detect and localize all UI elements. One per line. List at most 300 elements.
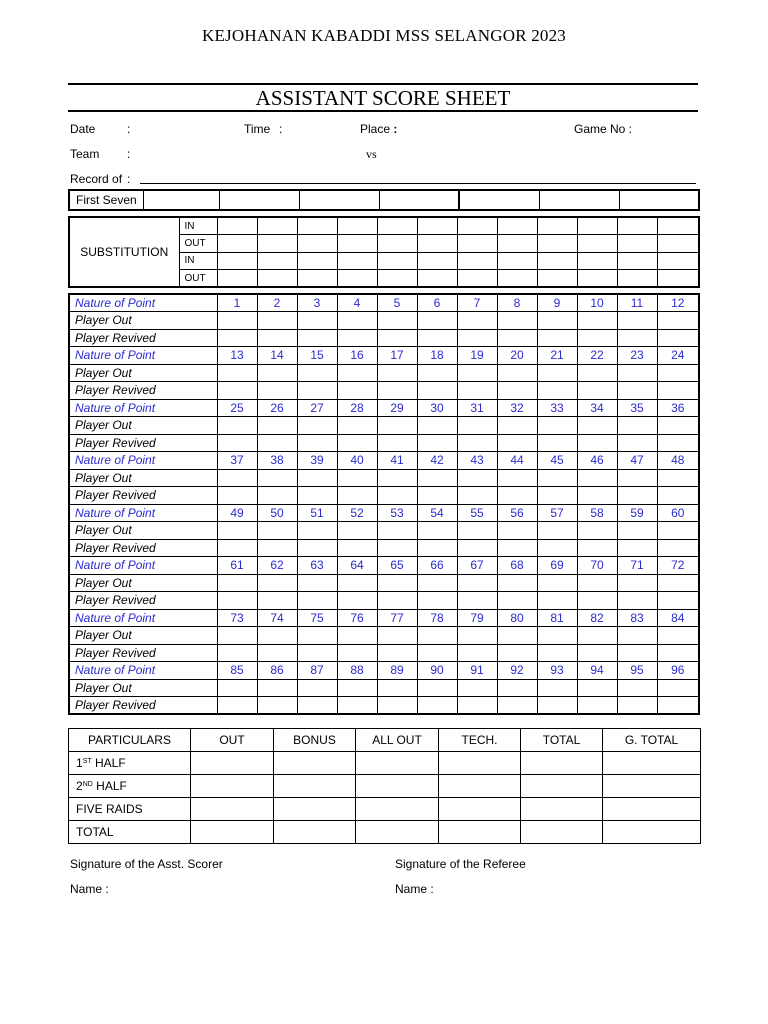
point-number[interactable]: 78 <box>417 609 457 627</box>
substitution-cell[interactable] <box>217 270 257 288</box>
summary-cell[interactable] <box>521 775 603 798</box>
substitution-cell[interactable] <box>497 217 537 235</box>
point-number[interactable]: 96 <box>657 662 699 680</box>
point-number[interactable]: 16 <box>337 347 377 365</box>
substitution-cell[interactable] <box>497 270 537 288</box>
player-out-cell[interactable] <box>337 364 377 382</box>
player-revived-cell[interactable] <box>377 382 417 400</box>
player-revived-cell[interactable] <box>537 329 577 347</box>
player-revived-cell[interactable] <box>257 382 297 400</box>
player-revived-cell[interactable] <box>457 434 497 452</box>
player-revived-cell[interactable] <box>617 382 657 400</box>
point-number[interactable]: 22 <box>577 347 617 365</box>
point-number[interactable]: 70 <box>577 557 617 575</box>
player-out-cell[interactable] <box>497 312 537 330</box>
player-revived-cell[interactable] <box>577 539 617 557</box>
point-number[interactable]: 55 <box>457 504 497 522</box>
first-seven-cell[interactable] <box>539 190 619 210</box>
player-out-cell[interactable] <box>337 627 377 645</box>
player-out-cell[interactable] <box>377 679 417 697</box>
point-number[interactable]: 41 <box>377 452 417 470</box>
substitution-cell[interactable] <box>497 235 537 253</box>
player-out-cell[interactable] <box>377 417 417 435</box>
point-number[interactable]: 49 <box>217 504 257 522</box>
point-number[interactable]: 81 <box>537 609 577 627</box>
player-out-cell[interactable] <box>377 312 417 330</box>
player-revived-cell[interactable] <box>657 539 699 557</box>
substitution-cell[interactable] <box>537 252 577 270</box>
player-revived-cell[interactable] <box>297 697 337 715</box>
substitution-cell[interactable] <box>297 217 337 235</box>
player-out-cell[interactable] <box>497 417 537 435</box>
point-number[interactable]: 20 <box>497 347 537 365</box>
substitution-cell[interactable] <box>457 235 497 253</box>
player-revived-cell[interactable] <box>657 382 699 400</box>
point-number[interactable]: 72 <box>657 557 699 575</box>
point-number[interactable]: 74 <box>257 609 297 627</box>
player-revived-cell[interactable] <box>257 592 297 610</box>
player-out-cell[interactable] <box>377 522 417 540</box>
point-number[interactable]: 14 <box>257 347 297 365</box>
substitution-cell[interactable] <box>457 270 497 288</box>
player-revived-cell[interactable] <box>577 697 617 715</box>
player-revived-cell[interactable] <box>337 644 377 662</box>
player-out-cell[interactable] <box>577 574 617 592</box>
player-out-cell[interactable] <box>337 417 377 435</box>
point-number[interactable]: 17 <box>377 347 417 365</box>
player-out-cell[interactable] <box>217 364 257 382</box>
point-number[interactable]: 6 <box>417 294 457 312</box>
player-out-cell[interactable] <box>617 522 657 540</box>
point-number[interactable]: 1 <box>217 294 257 312</box>
point-number[interactable]: 82 <box>577 609 617 627</box>
player-out-cell[interactable] <box>257 522 297 540</box>
player-out-cell[interactable] <box>497 364 537 382</box>
player-out-cell[interactable] <box>457 522 497 540</box>
substitution-cell[interactable] <box>297 252 337 270</box>
player-revived-cell[interactable] <box>337 382 377 400</box>
player-revived-cell[interactable] <box>337 434 377 452</box>
player-out-cell[interactable] <box>457 469 497 487</box>
substitution-cell[interactable] <box>297 270 337 288</box>
substitution-cell[interactable] <box>337 217 377 235</box>
player-revived-cell[interactable] <box>297 434 337 452</box>
point-number[interactable]: 45 <box>537 452 577 470</box>
point-number[interactable]: 5 <box>377 294 417 312</box>
substitution-cell[interactable] <box>537 217 577 235</box>
player-revived-cell[interactable] <box>577 644 617 662</box>
point-number[interactable]: 69 <box>537 557 577 575</box>
point-number[interactable]: 80 <box>497 609 537 627</box>
player-out-cell[interactable] <box>337 522 377 540</box>
player-revived-cell[interactable] <box>297 329 337 347</box>
player-revived-cell[interactable] <box>537 382 577 400</box>
player-out-cell[interactable] <box>537 312 577 330</box>
point-number[interactable]: 10 <box>577 294 617 312</box>
point-number[interactable]: 25 <box>217 399 257 417</box>
player-out-cell[interactable] <box>537 679 577 697</box>
player-out-cell[interactable] <box>257 679 297 697</box>
point-number[interactable]: 40 <box>337 452 377 470</box>
player-revived-cell[interactable] <box>297 644 337 662</box>
player-revived-cell[interactable] <box>417 434 457 452</box>
player-revived-cell[interactable] <box>497 434 537 452</box>
summary-cell[interactable] <box>521 752 603 775</box>
player-out-cell[interactable] <box>417 522 457 540</box>
point-number[interactable]: 47 <box>617 452 657 470</box>
point-number[interactable]: 93 <box>537 662 577 680</box>
player-out-cell[interactable] <box>457 574 497 592</box>
player-out-cell[interactable] <box>657 469 699 487</box>
player-revived-cell[interactable] <box>217 487 257 505</box>
substitution-cell[interactable] <box>297 235 337 253</box>
player-revived-cell[interactable] <box>617 539 657 557</box>
player-out-cell[interactable] <box>217 627 257 645</box>
player-out-cell[interactable] <box>537 364 577 382</box>
point-number[interactable]: 62 <box>257 557 297 575</box>
point-number[interactable]: 46 <box>577 452 617 470</box>
player-revived-cell[interactable] <box>377 539 417 557</box>
player-out-cell[interactable] <box>257 312 297 330</box>
player-out-cell[interactable] <box>457 312 497 330</box>
player-out-cell[interactable] <box>537 522 577 540</box>
player-revived-cell[interactable] <box>537 434 577 452</box>
player-revived-cell[interactable] <box>417 329 457 347</box>
player-out-cell[interactable] <box>417 469 457 487</box>
point-number[interactable]: 23 <box>617 347 657 365</box>
point-number[interactable]: 48 <box>657 452 699 470</box>
point-number[interactable]: 92 <box>497 662 537 680</box>
player-revived-cell[interactable] <box>337 329 377 347</box>
point-number[interactable]: 86 <box>257 662 297 680</box>
substitution-cell[interactable] <box>617 235 657 253</box>
player-revived-cell[interactable] <box>377 644 417 662</box>
first-seven-cell[interactable] <box>299 190 379 210</box>
substitution-cell[interactable] <box>657 235 699 253</box>
substitution-cell[interactable] <box>577 270 617 288</box>
substitution-cell[interactable] <box>257 270 297 288</box>
point-number[interactable]: 11 <box>617 294 657 312</box>
point-number[interactable]: 15 <box>297 347 337 365</box>
player-out-cell[interactable] <box>657 679 699 697</box>
summary-cell[interactable] <box>191 821 274 844</box>
point-number[interactable]: 95 <box>617 662 657 680</box>
player-revived-cell[interactable] <box>217 434 257 452</box>
player-out-cell[interactable] <box>577 364 617 382</box>
point-number[interactable]: 84 <box>657 609 699 627</box>
point-number[interactable]: 18 <box>417 347 457 365</box>
first-seven-cell[interactable] <box>459 190 539 210</box>
point-number[interactable]: 77 <box>377 609 417 627</box>
player-revived-cell[interactable] <box>657 434 699 452</box>
substitution-cell[interactable] <box>457 252 497 270</box>
player-revived-cell[interactable] <box>457 329 497 347</box>
point-number[interactable]: 61 <box>217 557 257 575</box>
player-revived-cell[interactable] <box>657 592 699 610</box>
point-number[interactable]: 27 <box>297 399 337 417</box>
substitution-cell[interactable] <box>657 217 699 235</box>
player-revived-cell[interactable] <box>457 382 497 400</box>
point-number[interactable]: 24 <box>657 347 699 365</box>
point-number[interactable]: 28 <box>337 399 377 417</box>
player-out-cell[interactable] <box>617 679 657 697</box>
point-number[interactable]: 2 <box>257 294 297 312</box>
player-out-cell[interactable] <box>537 574 577 592</box>
player-revived-cell[interactable] <box>577 487 617 505</box>
player-out-cell[interactable] <box>337 679 377 697</box>
player-out-cell[interactable] <box>337 574 377 592</box>
player-out-cell[interactable] <box>377 627 417 645</box>
player-revived-cell[interactable] <box>217 382 257 400</box>
point-number[interactable]: 39 <box>297 452 337 470</box>
player-revived-cell[interactable] <box>337 697 377 715</box>
point-number[interactable]: 54 <box>417 504 457 522</box>
player-out-cell[interactable] <box>257 469 297 487</box>
player-out-cell[interactable] <box>457 627 497 645</box>
player-revived-cell[interactable] <box>297 487 337 505</box>
point-number[interactable]: 60 <box>657 504 699 522</box>
player-out-cell[interactable] <box>497 574 537 592</box>
player-out-cell[interactable] <box>617 364 657 382</box>
player-revived-cell[interactable] <box>377 592 417 610</box>
player-revived-cell[interactable] <box>537 592 577 610</box>
player-revived-cell[interactable] <box>657 697 699 715</box>
player-out-cell[interactable] <box>297 522 337 540</box>
player-out-cell[interactable] <box>497 679 537 697</box>
player-out-cell[interactable] <box>497 522 537 540</box>
point-number[interactable]: 65 <box>377 557 417 575</box>
first-seven-cell[interactable] <box>619 190 699 210</box>
point-number[interactable]: 59 <box>617 504 657 522</box>
substitution-cell[interactable] <box>417 270 457 288</box>
substitution-cell[interactable] <box>417 235 457 253</box>
player-out-cell[interactable] <box>617 312 657 330</box>
player-revived-cell[interactable] <box>217 697 257 715</box>
summary-cell[interactable] <box>191 752 274 775</box>
player-out-cell[interactable] <box>497 627 537 645</box>
player-revived-cell[interactable] <box>577 434 617 452</box>
summary-cell[interactable] <box>439 752 521 775</box>
player-revived-cell[interactable] <box>417 382 457 400</box>
player-out-cell[interactable] <box>577 469 617 487</box>
player-revived-cell[interactable] <box>377 697 417 715</box>
summary-cell[interactable] <box>274 775 356 798</box>
point-number[interactable]: 30 <box>417 399 457 417</box>
player-revived-cell[interactable] <box>217 644 257 662</box>
player-revived-cell[interactable] <box>497 644 537 662</box>
player-out-cell[interactable] <box>577 312 617 330</box>
substitution-cell[interactable] <box>457 217 497 235</box>
substitution-cell[interactable] <box>657 270 699 288</box>
player-out-cell[interactable] <box>297 574 337 592</box>
player-revived-cell[interactable] <box>217 592 257 610</box>
player-revived-cell[interactable] <box>537 539 577 557</box>
point-number[interactable]: 3 <box>297 294 337 312</box>
player-out-cell[interactable] <box>417 417 457 435</box>
substitution-cell[interactable] <box>377 235 417 253</box>
player-revived-cell[interactable] <box>617 592 657 610</box>
substitution-cell[interactable] <box>577 252 617 270</box>
player-revived-cell[interactable] <box>217 329 257 347</box>
point-number[interactable]: 58 <box>577 504 617 522</box>
player-revived-cell[interactable] <box>657 487 699 505</box>
point-number[interactable]: 12 <box>657 294 699 312</box>
point-number[interactable]: 31 <box>457 399 497 417</box>
substitution-cell[interactable] <box>337 252 377 270</box>
point-number[interactable]: 76 <box>337 609 377 627</box>
player-revived-cell[interactable] <box>537 644 577 662</box>
summary-cell[interactable] <box>356 798 439 821</box>
point-number[interactable]: 7 <box>457 294 497 312</box>
player-out-cell[interactable] <box>377 469 417 487</box>
point-number[interactable]: 63 <box>297 557 337 575</box>
player-revived-cell[interactable] <box>457 592 497 610</box>
summary-cell[interactable] <box>603 752 701 775</box>
substitution-cell[interactable] <box>257 235 297 253</box>
substitution-cell[interactable] <box>417 252 457 270</box>
summary-cell[interactable] <box>356 775 439 798</box>
player-revived-cell[interactable] <box>337 487 377 505</box>
summary-cell[interactable] <box>191 775 274 798</box>
player-out-cell[interactable] <box>577 679 617 697</box>
substitution-cell[interactable] <box>257 252 297 270</box>
player-out-cell[interactable] <box>617 627 657 645</box>
point-number[interactable]: 57 <box>537 504 577 522</box>
player-out-cell[interactable] <box>537 627 577 645</box>
point-number[interactable]: 79 <box>457 609 497 627</box>
point-number[interactable]: 44 <box>497 452 537 470</box>
player-out-cell[interactable] <box>657 364 699 382</box>
point-number[interactable]: 19 <box>457 347 497 365</box>
player-out-cell[interactable] <box>537 469 577 487</box>
player-revived-cell[interactable] <box>617 644 657 662</box>
player-revived-cell[interactable] <box>257 487 297 505</box>
point-number[interactable]: 4 <box>337 294 377 312</box>
player-revived-cell[interactable] <box>297 539 337 557</box>
player-revived-cell[interactable] <box>497 382 537 400</box>
substitution-cell[interactable] <box>577 217 617 235</box>
player-out-cell[interactable] <box>657 312 699 330</box>
point-number[interactable]: 37 <box>217 452 257 470</box>
player-revived-cell[interactable] <box>257 539 297 557</box>
summary-cell[interactable] <box>603 775 701 798</box>
player-revived-cell[interactable] <box>377 434 417 452</box>
substitution-cell[interactable] <box>577 235 617 253</box>
point-number[interactable]: 29 <box>377 399 417 417</box>
player-revived-cell[interactable] <box>497 592 537 610</box>
substitution-cell[interactable] <box>377 270 417 288</box>
substitution-cell[interactable] <box>257 217 297 235</box>
player-out-cell[interactable] <box>417 679 457 697</box>
substitution-cell[interactable] <box>377 217 417 235</box>
point-number[interactable]: 33 <box>537 399 577 417</box>
point-number[interactable]: 51 <box>297 504 337 522</box>
player-revived-cell[interactable] <box>297 592 337 610</box>
player-revived-cell[interactable] <box>497 329 537 347</box>
summary-cell[interactable] <box>356 752 439 775</box>
player-out-cell[interactable] <box>417 574 457 592</box>
point-number[interactable]: 34 <box>577 399 617 417</box>
substitution-cell[interactable] <box>497 252 537 270</box>
player-revived-cell[interactable] <box>617 487 657 505</box>
summary-cell[interactable] <box>603 798 701 821</box>
summary-cell[interactable] <box>521 821 603 844</box>
player-out-cell[interactable] <box>417 627 457 645</box>
player-revived-cell[interactable] <box>617 329 657 347</box>
substitution-cell[interactable] <box>377 252 417 270</box>
summary-cell[interactable] <box>274 752 356 775</box>
player-out-cell[interactable] <box>617 574 657 592</box>
point-number[interactable]: 88 <box>337 662 377 680</box>
point-number[interactable]: 42 <box>417 452 457 470</box>
player-out-cell[interactable] <box>257 417 297 435</box>
point-number[interactable]: 75 <box>297 609 337 627</box>
player-out-cell[interactable] <box>377 364 417 382</box>
player-out-cell[interactable] <box>297 417 337 435</box>
player-out-cell[interactable] <box>377 574 417 592</box>
player-out-cell[interactable] <box>457 417 497 435</box>
player-revived-cell[interactable] <box>257 329 297 347</box>
point-number[interactable]: 53 <box>377 504 417 522</box>
player-out-cell[interactable] <box>217 469 257 487</box>
summary-cell[interactable] <box>439 821 521 844</box>
point-number[interactable]: 43 <box>457 452 497 470</box>
point-number[interactable]: 13 <box>217 347 257 365</box>
player-out-cell[interactable] <box>217 574 257 592</box>
player-revived-cell[interactable] <box>417 539 457 557</box>
summary-cell[interactable] <box>603 821 701 844</box>
player-out-cell[interactable] <box>657 574 699 592</box>
player-revived-cell[interactable] <box>457 697 497 715</box>
player-out-cell[interactable] <box>297 312 337 330</box>
player-out-cell[interactable] <box>417 364 457 382</box>
player-out-cell[interactable] <box>217 522 257 540</box>
player-out-cell[interactable] <box>217 312 257 330</box>
player-revived-cell[interactable] <box>417 644 457 662</box>
player-revived-cell[interactable] <box>417 487 457 505</box>
player-revived-cell[interactable] <box>577 592 617 610</box>
point-number[interactable]: 91 <box>457 662 497 680</box>
summary-cell[interactable] <box>191 798 274 821</box>
player-out-cell[interactable] <box>257 627 297 645</box>
first-seven-cell[interactable] <box>379 190 459 210</box>
first-seven-cell[interactable] <box>143 190 219 210</box>
point-number[interactable]: 64 <box>337 557 377 575</box>
player-revived-cell[interactable] <box>577 329 617 347</box>
player-out-cell[interactable] <box>457 679 497 697</box>
player-out-cell[interactable] <box>297 679 337 697</box>
player-out-cell[interactable] <box>297 627 337 645</box>
summary-cell[interactable] <box>356 821 439 844</box>
player-out-cell[interactable] <box>577 522 617 540</box>
player-revived-cell[interactable] <box>617 434 657 452</box>
point-number[interactable]: 66 <box>417 557 457 575</box>
player-out-cell[interactable] <box>337 469 377 487</box>
point-number[interactable]: 8 <box>497 294 537 312</box>
player-out-cell[interactable] <box>497 469 537 487</box>
point-number[interactable]: 52 <box>337 504 377 522</box>
point-number[interactable]: 21 <box>537 347 577 365</box>
point-number[interactable]: 35 <box>617 399 657 417</box>
player-revived-cell[interactable] <box>457 487 497 505</box>
player-revived-cell[interactable] <box>217 539 257 557</box>
point-number[interactable]: 26 <box>257 399 297 417</box>
player-out-cell[interactable] <box>577 417 617 435</box>
player-out-cell[interactable] <box>617 469 657 487</box>
player-out-cell[interactable] <box>257 574 297 592</box>
point-number[interactable]: 83 <box>617 609 657 627</box>
point-number[interactable]: 89 <box>377 662 417 680</box>
